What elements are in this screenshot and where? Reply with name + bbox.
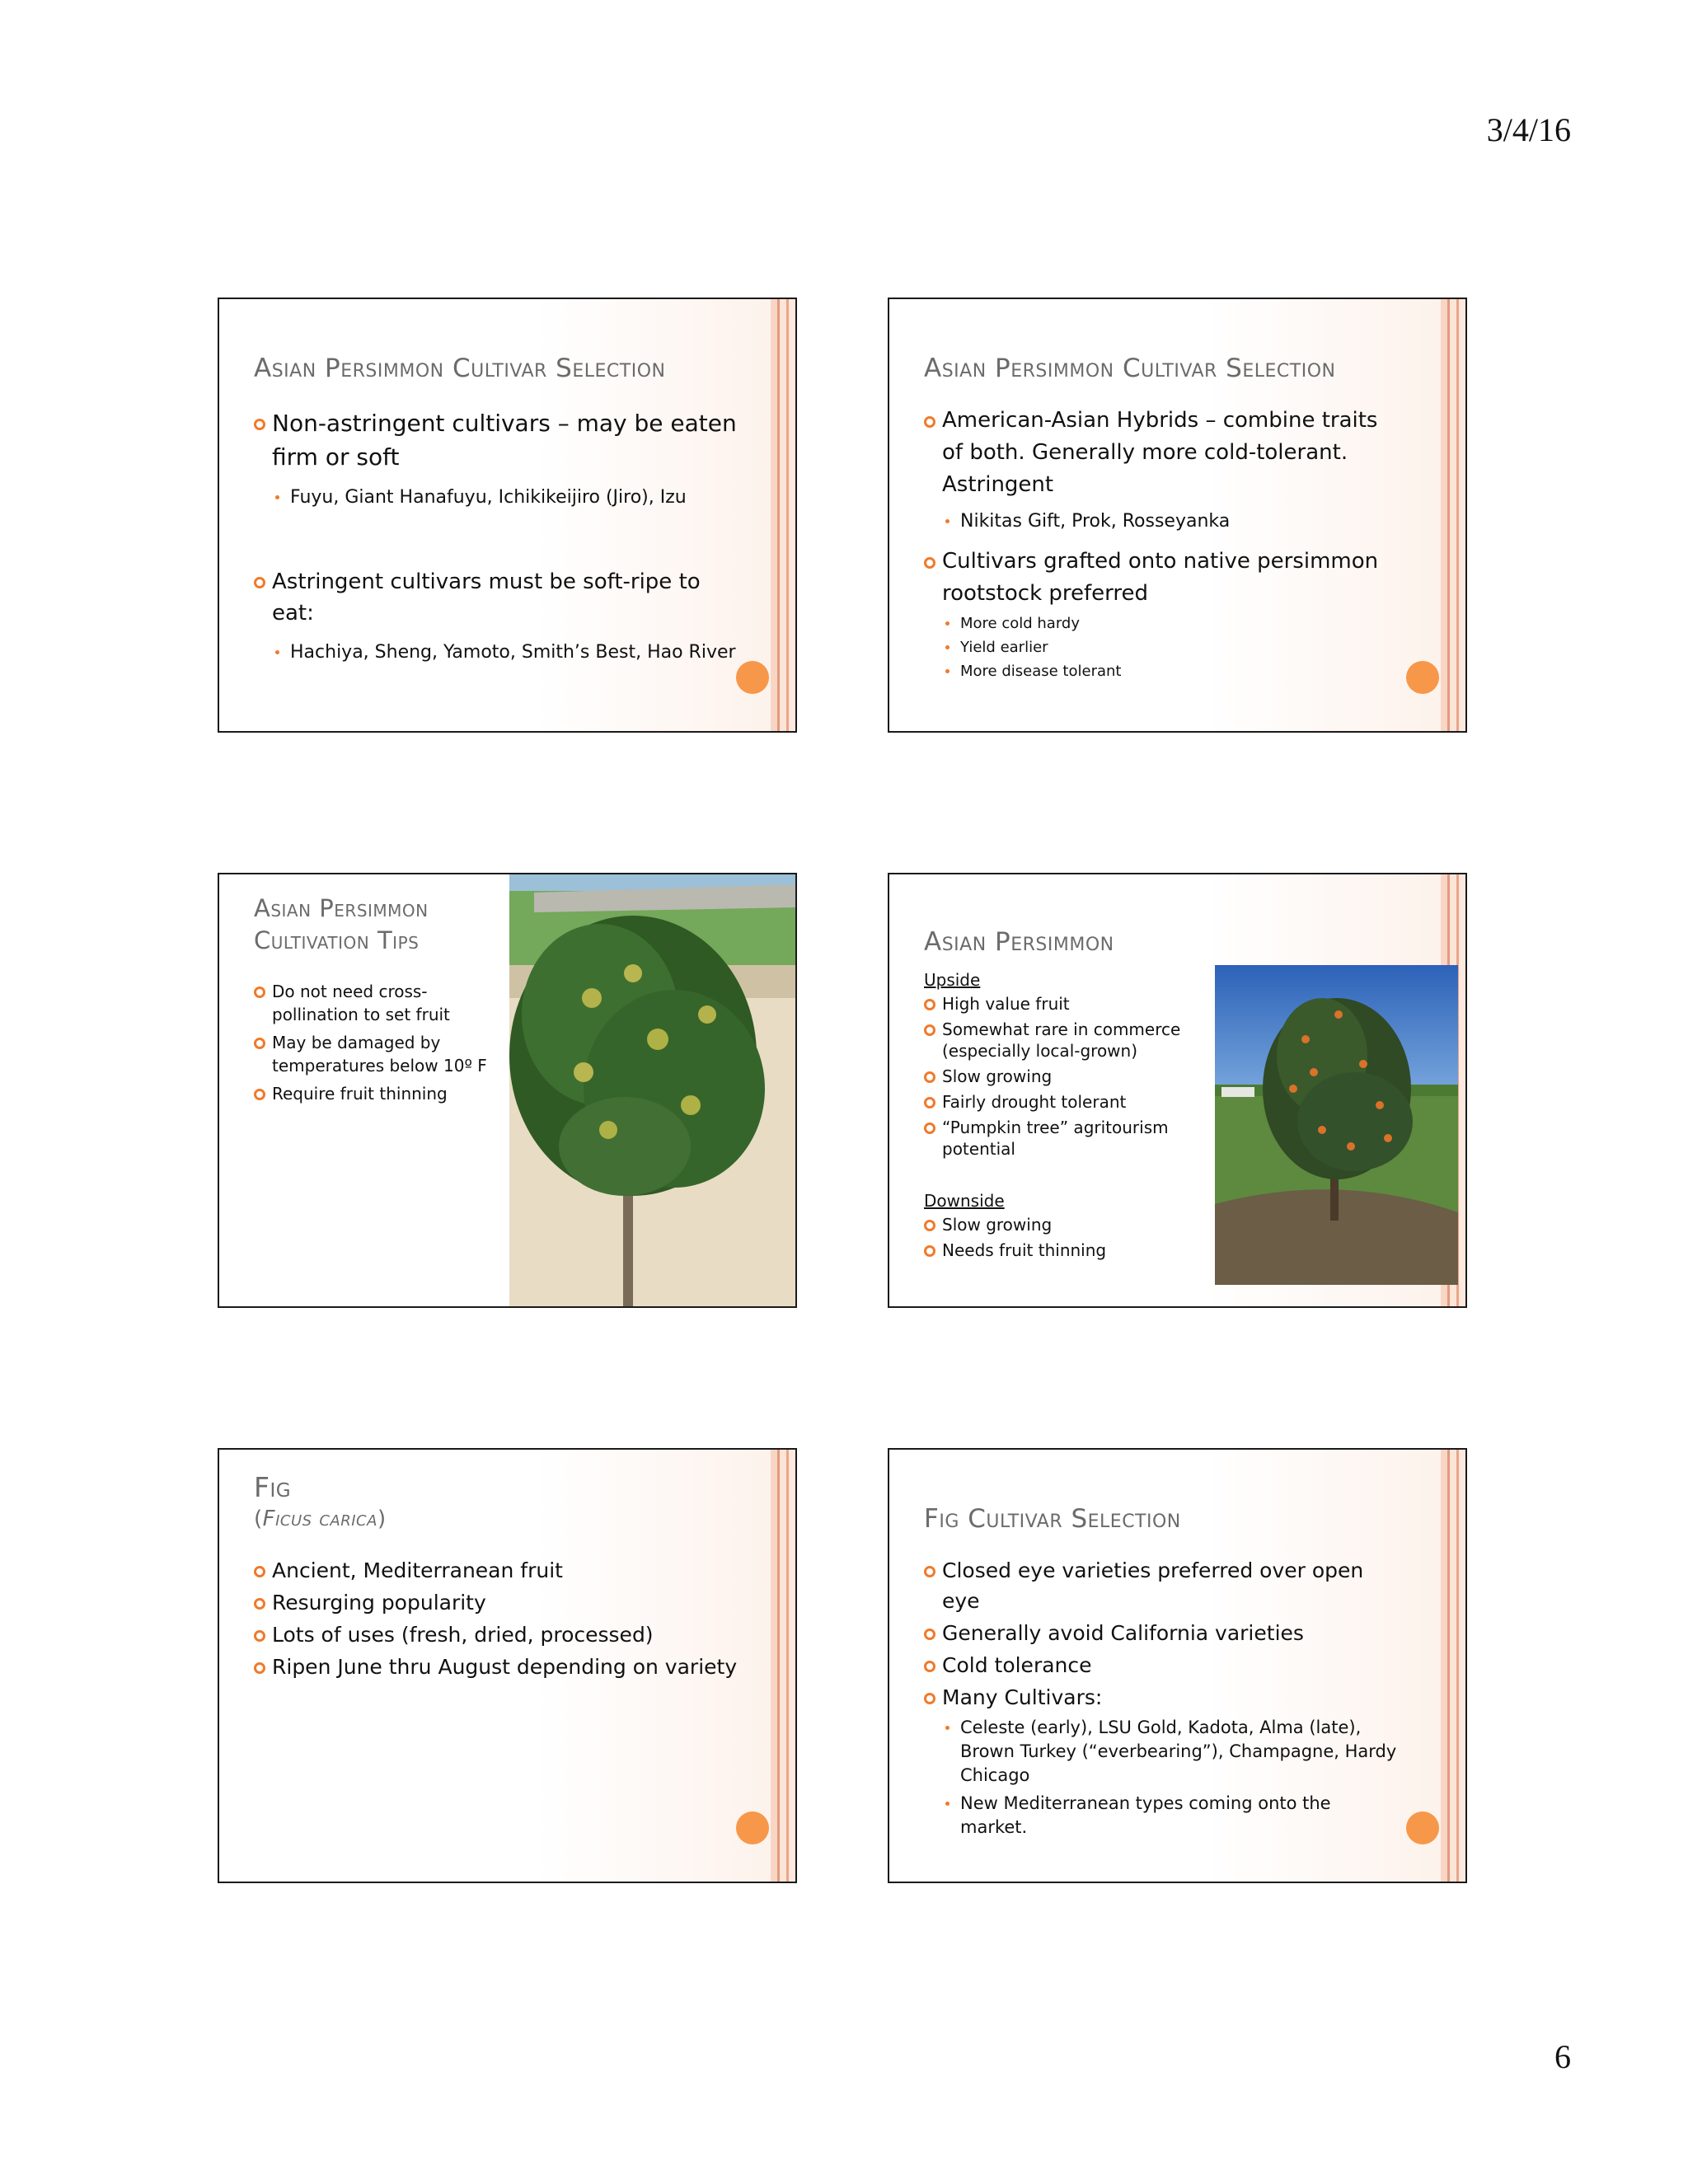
slide-title — [254, 893, 429, 957]
list-item: Cold tolerance — [924, 1650, 1402, 1680]
slide-side-stripe — [771, 1450, 795, 1882]
bullet-text: American-Asian Hybrids – combine traits of both. Generally more cold-tolerant. Astringent — [942, 408, 1378, 497]
slide-1 — [218, 298, 797, 733]
slide-4 — [888, 873, 1467, 1308]
bullet-list — [924, 1555, 1402, 1840]
list-item: More disease tolerant — [942, 659, 1386, 683]
sub-list — [942, 612, 1386, 683]
slide-title: Asian Persimmon Cultivar Selection — [254, 354, 666, 383]
list-item: Ripen June thru August depending on variety — [254, 1652, 748, 1682]
sub-list — [942, 509, 1386, 534]
page-number: 6 — [1554, 2038, 1571, 2075]
slide-side-stripe — [1441, 299, 1465, 731]
list-item: Celeste (early), LSU Gold, Kadota, Alma (late), Brown Turkey (“everbearing”), Champagne, Hardy Chicago — [942, 1716, 1402, 1788]
slide-title-main: Fig — [254, 1471, 292, 1503]
slide-side-stripe — [1441, 1450, 1465, 1882]
list-item: Require fruit thinning — [254, 1082, 511, 1105]
sub-list — [272, 640, 748, 665]
list-item: Slow growing — [924, 1066, 1196, 1087]
persimmon-tree-field-photo — [1215, 965, 1458, 1285]
slide-side-stripe — [771, 299, 795, 731]
list-item: Lots of uses (fresh, dried, processed) — [254, 1619, 748, 1650]
slide-5 — [218, 1448, 797, 1883]
upside-list — [924, 993, 1196, 1160]
list-item: Somewhat rare in commerce (especially local-grown) — [924, 1019, 1196, 1062]
slide-dot — [736, 661, 769, 694]
slide-title: Asian Persimmon — [924, 927, 1114, 957]
sub-list — [942, 1716, 1402, 1840]
slide-title: Fig Cultivar Selection — [924, 1504, 1181, 1534]
list-item: Generally avoid California varieties — [924, 1618, 1402, 1648]
persimmon-tree-image — [509, 874, 797, 1306]
list-item: Nikitas Gift, Prok, Rosseyanka — [942, 509, 1386, 534]
list-item: Slow growing — [924, 1214, 1196, 1235]
slide-title-line: Cultivation Tips — [254, 926, 420, 955]
list-item — [924, 1682, 1402, 1840]
slide-6 — [888, 1448, 1467, 1883]
bullet-text: Many Cultivars: — [942, 1685, 1103, 1709]
list-item: Resurging popularity — [254, 1587, 748, 1618]
list-item: Do not need cross-pollination to set fruit — [254, 980, 511, 1026]
list-item: Closed eye varieties preferred over open eye — [924, 1555, 1402, 1616]
slide-dot — [736, 1811, 769, 1844]
list-item: High value fruit — [924, 993, 1196, 1015]
list-item — [924, 546, 1386, 683]
bullet-text: Astringent cultivars must be soft-ripe to eat: — [272, 569, 701, 626]
list-item: Needs fruit thinning — [924, 1240, 1196, 1261]
slide-dot — [1406, 1811, 1439, 1844]
list-item: Yield earlier — [942, 635, 1386, 659]
subtitle-paren-close: ) — [377, 1506, 387, 1531]
slide-title: Asian Persimmon Cultivar Selection — [924, 354, 1336, 383]
slide-title-line: Asian Persimmon — [254, 894, 429, 922]
slide-subtitle — [254, 1505, 387, 1534]
subtitle-latin-name: Ficus carica — [262, 1506, 377, 1531]
downside-list — [924, 1214, 1196, 1261]
upside-heading: Upside — [924, 970, 981, 990]
list-item: “Pumpkin tree” agritourism potential — [924, 1117, 1196, 1160]
list-item: Fairly drought tolerant — [924, 1091, 1196, 1113]
slide-dot — [1406, 661, 1439, 694]
list-item: More cold hardy — [942, 612, 1386, 635]
page-date: 3/4/16 — [1486, 111, 1571, 148]
list-item — [924, 405, 1386, 534]
list-item: New Mediterranean types coming onto the market. — [942, 1792, 1402, 1840]
persimmon-tree-photo — [509, 874, 797, 1306]
bullet-list — [254, 980, 511, 1105]
list-item: Hachiya, Sheng, Yamoto, Smith’s Best, Hao River — [272, 640, 748, 665]
downside-heading: Downside — [924, 1191, 1005, 1211]
bullet-list — [254, 406, 748, 665]
slide-title — [254, 1469, 387, 1534]
list-item: Ancient, Mediterranean fruit — [254, 1555, 748, 1586]
bullet-list — [254, 1555, 748, 1682]
bullet-list — [924, 405, 1386, 683]
sub-list — [272, 485, 748, 510]
slide-3 — [218, 873, 797, 1308]
list-item — [254, 566, 748, 665]
list-item: May be damaged by temperatures below 10º F — [254, 1031, 511, 1077]
slide-2 — [888, 298, 1467, 733]
subtitle-paren-open: ( — [254, 1506, 263, 1531]
bullet-text: Non-astringent cultivars – may be eaten firm or soft — [272, 410, 737, 471]
list-item — [254, 406, 748, 510]
persimmon-tree-field-image — [1215, 965, 1458, 1285]
bullet-text: Cultivars grafted onto native persimmon rootstock preferred — [942, 549, 1379, 606]
list-item: Fuyu, Giant Hanafuyu, Ichikikeijiro (Jiro), Izu — [272, 485, 748, 510]
